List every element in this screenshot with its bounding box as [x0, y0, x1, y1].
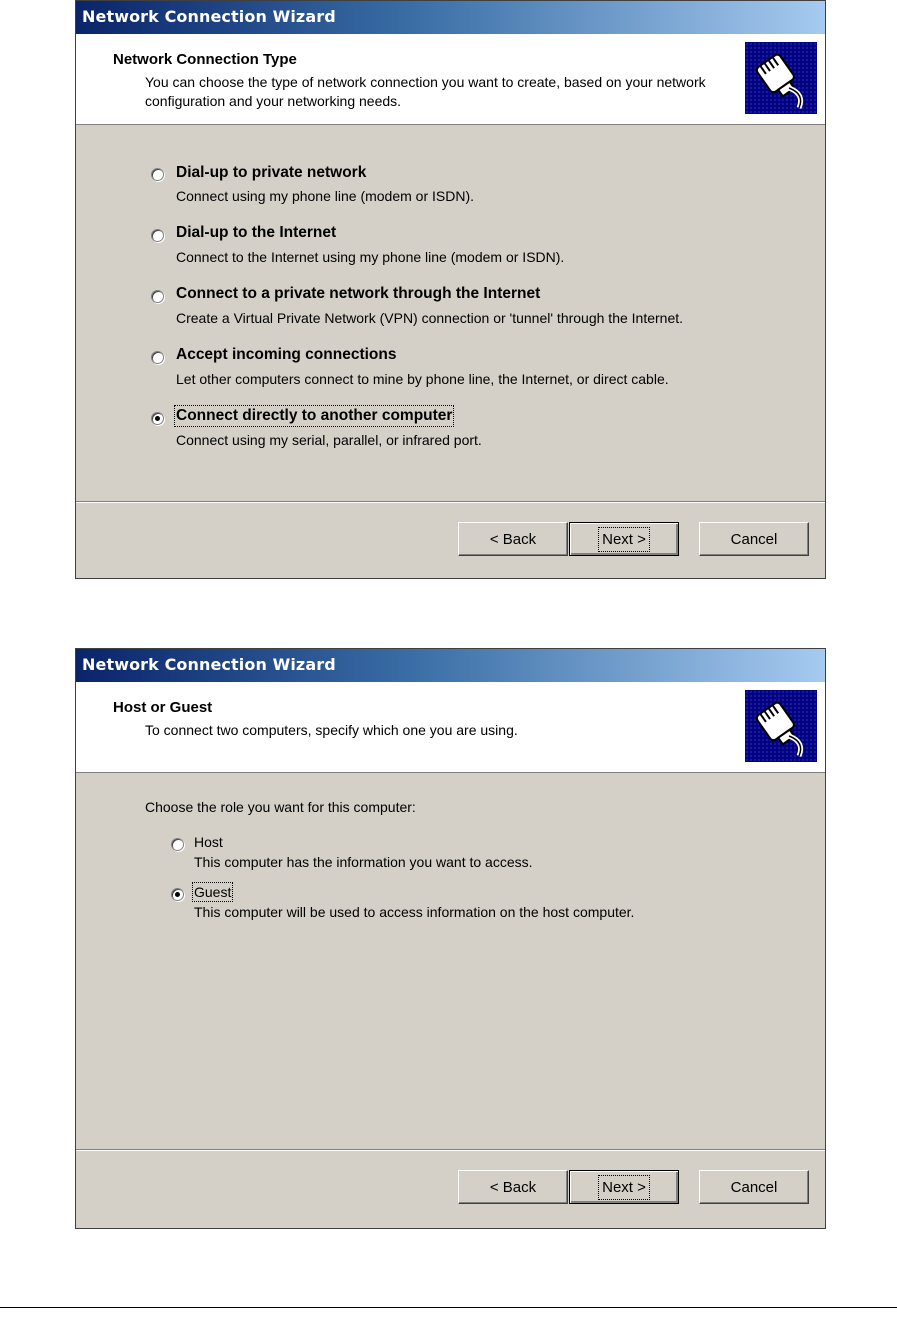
title-bar[interactable]: Network Connection Wizard — [76, 1, 825, 34]
option-description: This computer has the information you want to access. — [194, 854, 533, 870]
radio-host[interactable] — [171, 838, 184, 851]
back-button[interactable]: < Back — [458, 1170, 568, 1204]
header-title: Host or Guest — [113, 699, 213, 716]
radio-dialup-internet[interactable] — [151, 229, 164, 242]
radio-connect-directly[interactable] — [151, 412, 164, 425]
network-plug-icon — [745, 690, 817, 762]
role-prompt: Choose the role you want for this computer: — [145, 799, 416, 815]
back-button[interactable]: < Back — [458, 522, 568, 556]
wizard-header — [76, 682, 825, 773]
cancel-button[interactable]: Cancel — [699, 522, 809, 556]
option-label[interactable]: Accept incoming connections — [176, 346, 397, 363]
title-bar[interactable]: Network Connection Wizard — [76, 649, 825, 682]
footer-separator — [76, 1149, 825, 1151]
option-label[interactable]: Host — [194, 834, 223, 850]
network-connection-type-dialog — [75, 0, 826, 579]
option-description: Let other computers connect to mine by phone line, the Internet, or direct cable. — [176, 371, 669, 387]
next-button[interactable]: Next > — [569, 1170, 679, 1204]
next-button[interactable]: Next > — [569, 522, 679, 556]
host-or-guest-dialog — [75, 648, 826, 1229]
radio-selected-dot — [155, 416, 160, 421]
option-description: Connect using my serial, parallel, or infrared port. — [176, 432, 482, 448]
page-footer-rule — [0, 1307, 897, 1308]
option-description: Connect to the Internet using my phone line (modem or ISDN). — [176, 249, 565, 265]
header-title: Network Connection Type — [113, 51, 297, 68]
network-plug-icon — [745, 42, 817, 114]
option-label[interactable]: Connect directly to another computer — [176, 407, 453, 424]
radio-guest[interactable] — [171, 888, 184, 901]
option-label[interactable]: Guest — [194, 884, 232, 900]
header-subtitle: To connect two computers, specify which one you are using. — [145, 722, 518, 738]
radio-selected-dot — [175, 892, 180, 897]
cancel-button[interactable]: Cancel — [699, 1170, 809, 1204]
option-label[interactable]: Connect to a private network through the Internet — [176, 285, 541, 302]
option-description: Create a Virtual Private Network (VPN) connection or 'tunnel' through the Internet. — [176, 310, 684, 326]
option-description: This computer will be used to access information on the host computer. — [194, 904, 635, 920]
footer-separator — [76, 501, 825, 503]
option-label[interactable]: Dial-up to the Internet — [176, 224, 337, 241]
radio-vpn[interactable] — [151, 290, 164, 303]
header-subtitle: You can choose the type of network connection you want to create, based on your network configuration and your networking needs. — [145, 74, 706, 109]
radio-accept-incoming[interactable] — [151, 351, 164, 364]
option-description: Connect using my phone line (modem or ISDN). — [176, 188, 475, 204]
option-label[interactable]: Dial-up to private network — [176, 164, 367, 181]
wizard-header — [76, 34, 825, 125]
radio-dialup-private[interactable] — [151, 168, 164, 181]
